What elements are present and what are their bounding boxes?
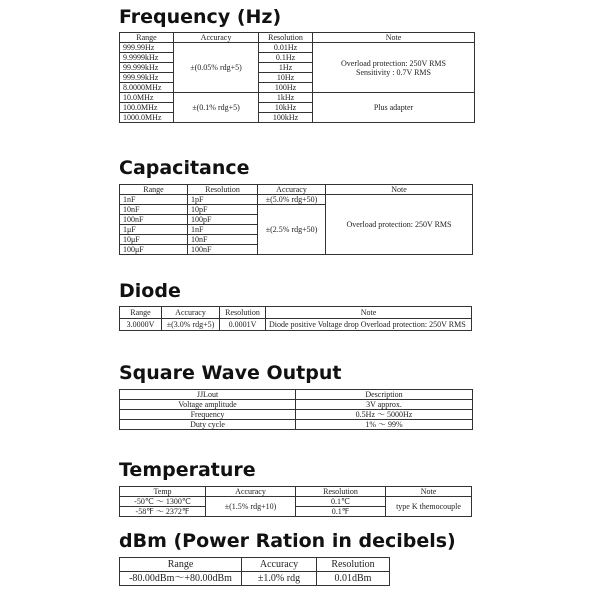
header-range: Range	[120, 307, 162, 319]
range-cell: 3.0000V	[120, 319, 162, 331]
square-wave-table	[119, 389, 473, 430]
accuracy-cell: ±1.0% rdg	[242, 572, 317, 586]
resolution-cell: 100nF	[188, 245, 258, 255]
accuracy-cell: ±(5.0% rdg+50)	[258, 195, 326, 205]
table-header-row	[120, 487, 472, 497]
dbm-heading: dBm (Power Ration in decibels)	[119, 530, 456, 552]
note-line: Sensitivity : 0.7V RMS	[356, 67, 431, 77]
description-cell: 0.5Hz ～ 5000Hz	[296, 410, 473, 420]
range-cell: 1000.0MHz	[120, 113, 174, 123]
header-range: Range	[120, 185, 188, 195]
parameter-cell: Voltage amplitude	[120, 400, 296, 410]
resolution-cell: 1pF	[188, 195, 258, 205]
capacitance-table	[119, 184, 473, 255]
resolution-cell: 0.1Hz	[259, 53, 313, 63]
resolution-cell: 0.1℉	[296, 507, 386, 517]
resolution-cell: 0.01Hz	[259, 43, 313, 53]
header-note: Note	[266, 307, 472, 319]
header-resolution: Resolution	[259, 33, 313, 43]
range-cell: 10μF	[120, 235, 188, 245]
accuracy-cell: ±(1.5% rdg+10)	[206, 497, 296, 517]
table-row	[120, 195, 473, 205]
header-note: Note	[313, 33, 475, 43]
frequency-table	[119, 32, 475, 123]
table-header-row	[120, 390, 473, 400]
header-resolution: Resolution	[317, 558, 390, 572]
range-cell: 100nF	[120, 215, 188, 225]
header-resolution: Resolution	[188, 185, 258, 195]
table-row	[120, 319, 472, 331]
accuracy-cell: ±(2.5% rdg+50)	[258, 205, 326, 255]
header-output: JJLout	[120, 390, 296, 400]
header-temp: Temp	[120, 487, 206, 497]
resolution-cell: 0.0001V	[220, 319, 266, 331]
diode-heading: Diode	[119, 280, 181, 302]
note-line: Overload protection: 250V RMS	[341, 58, 446, 68]
resolution-cell: 10kHz	[259, 103, 313, 113]
capacitance-heading: Capacitance	[119, 157, 250, 179]
header-note: Note	[326, 185, 473, 195]
parameter-cell: Duty cycle	[120, 420, 296, 430]
header-description: Description	[296, 390, 473, 400]
table-header-row	[120, 185, 473, 195]
table-row	[120, 497, 472, 507]
resolution-cell: 100pF	[188, 215, 258, 225]
parameter-cell: Frequency	[120, 410, 296, 420]
table-row	[120, 572, 390, 586]
note-cell: Plus adapter	[313, 93, 475, 123]
header-accuracy: Accuracy	[206, 487, 296, 497]
range-cell: -58℉ ～ 2372℉	[120, 507, 206, 517]
table-header-row	[120, 307, 472, 319]
table-row	[120, 93, 475, 103]
accuracy-cell: ±(0.05% rdg+5)	[174, 43, 259, 93]
resolution-cell: 0.1℃	[296, 497, 386, 507]
range-cell: 99.999kHz	[120, 63, 174, 73]
range-cell: 100μF	[120, 245, 188, 255]
note-cell: Overload protection: 250V RMS	[326, 195, 473, 255]
note-cell	[313, 43, 475, 93]
frequency-heading: Frequency (Hz)	[119, 6, 282, 28]
table-row	[120, 420, 473, 430]
temperature-heading: Temperature	[119, 459, 256, 481]
header-range: Range	[120, 33, 174, 43]
resolution-cell: 1nF	[188, 225, 258, 235]
table-header-row	[120, 33, 475, 43]
header-accuracy: Accuracy	[174, 33, 259, 43]
range-cell: 999.99kHz	[120, 73, 174, 83]
header-resolution: Resolution	[296, 487, 386, 497]
range-cell: 10.0MHz	[120, 93, 174, 103]
note-cell: Diode positive Voltage drop Overload protection: 250V RMS	[266, 319, 472, 331]
resolution-cell: 10nF	[188, 235, 258, 245]
accuracy-cell: ±(0.1% rdg+5)	[174, 93, 259, 123]
square-wave-heading: Square Wave Output	[119, 362, 342, 384]
resolution-cell: 100kHz	[259, 113, 313, 123]
resolution-cell: 10Hz	[259, 73, 313, 83]
resolution-cell: 0.01dBm	[317, 572, 390, 586]
resolution-cell: 1Hz	[259, 63, 313, 73]
header-note: Note	[386, 487, 472, 497]
range-cell: 100.0MHz	[120, 103, 174, 113]
note-cell: type K themocouple	[386, 497, 472, 517]
accuracy-cell: ±(3.0% rdg+5)	[162, 319, 220, 331]
range-cell: 10nF	[120, 205, 188, 215]
description-cell: 1% ～ 99%	[296, 420, 473, 430]
range-cell: 999.99Hz	[120, 43, 174, 53]
table-row	[120, 400, 473, 410]
resolution-cell: 100Hz	[259, 83, 313, 93]
table-row	[120, 43, 475, 53]
description-cell: 3V approx.	[296, 400, 473, 410]
resolution-cell: 10pF	[188, 205, 258, 215]
range-cell: 8.0000MHz	[120, 83, 174, 93]
table-header-row	[120, 558, 390, 572]
table-row	[120, 410, 473, 420]
range-cell: -50℃ ～ 1300℃	[120, 497, 206, 507]
range-cell: 1nF	[120, 195, 188, 205]
resolution-cell: 1kHz	[259, 93, 313, 103]
range-cell: 9.9999kHz	[120, 53, 174, 63]
range-cell: -80.00dBm～+80.00dBm	[120, 572, 242, 586]
diode-table	[119, 306, 472, 331]
header-accuracy: Accuracy	[242, 558, 317, 572]
header-accuracy: Accuracy	[162, 307, 220, 319]
dbm-table	[119, 557, 390, 586]
range-cell: 1μF	[120, 225, 188, 235]
header-range: Range	[120, 558, 242, 572]
header-resolution: Resolution	[220, 307, 266, 319]
temperature-table	[119, 486, 472, 517]
header-accuracy: Accuracy	[258, 185, 326, 195]
